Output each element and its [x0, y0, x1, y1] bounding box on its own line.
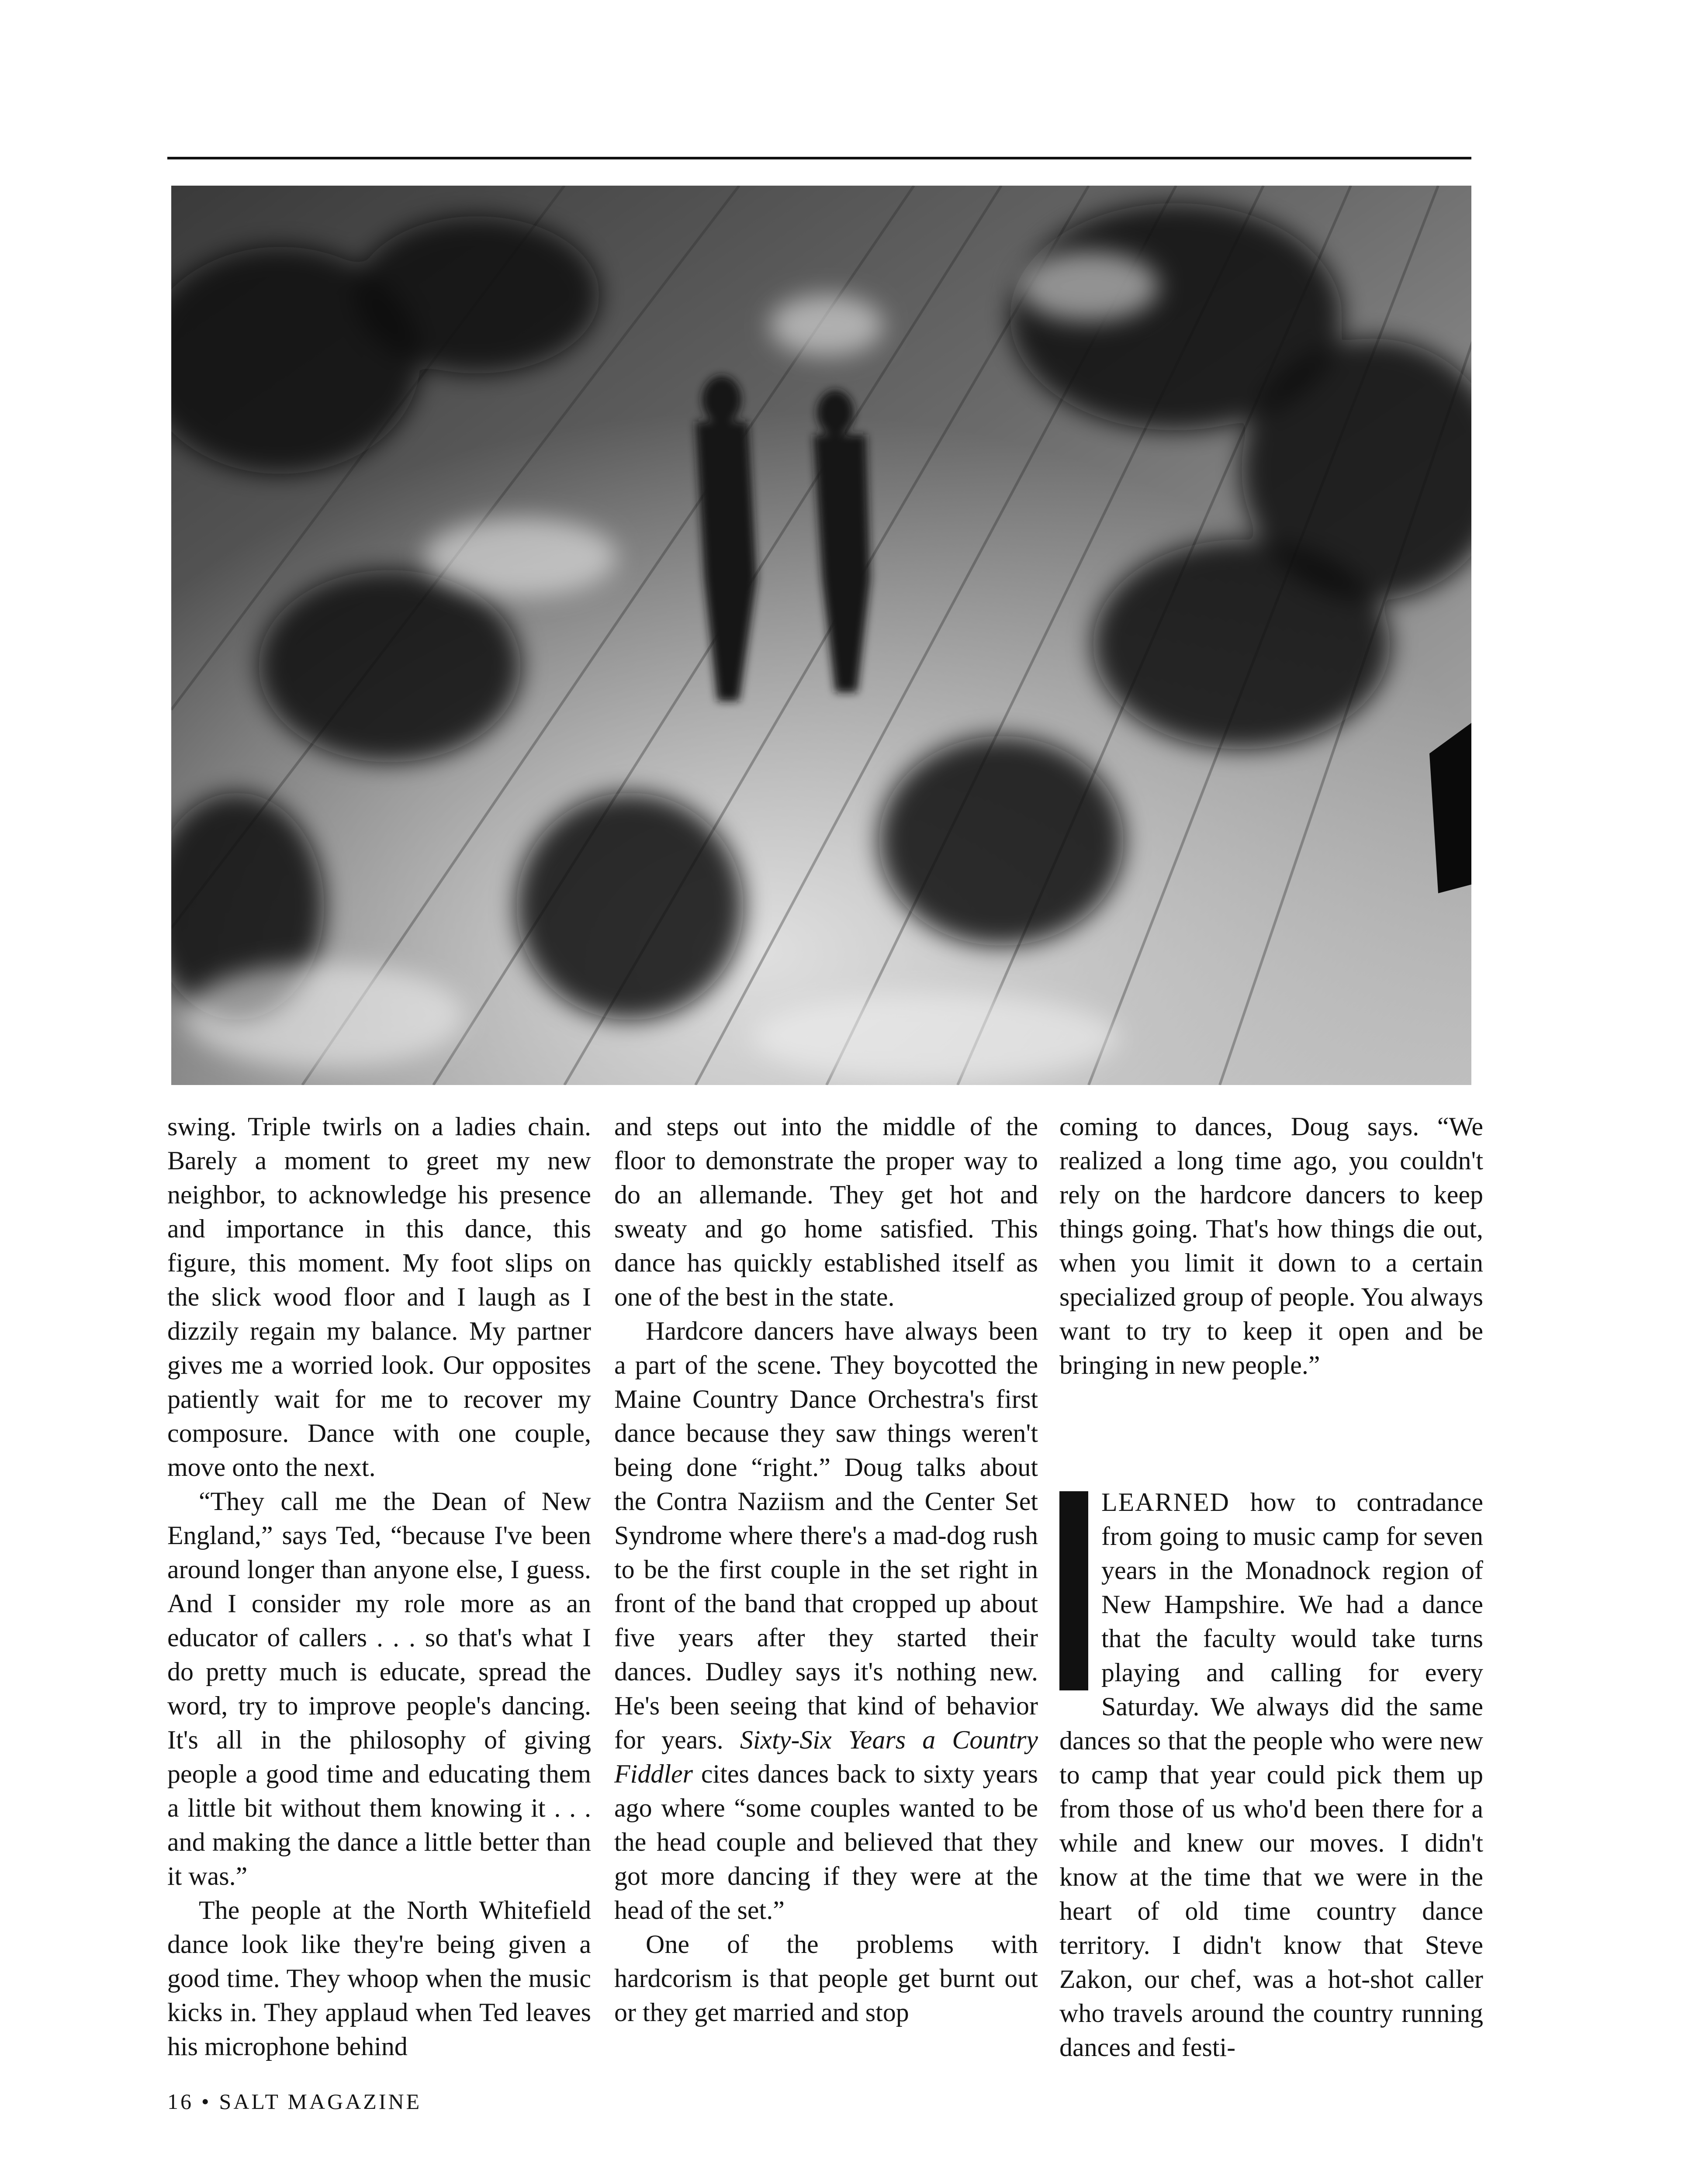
col2-paragraph-2 [614, 1314, 1038, 1927]
col2-paragraph-3: One of the problems with hardcorism is that people get burnt out or they get married and stop [614, 1930, 1038, 2027]
col3-paragraph-1: coming to dances, Doug says. “We realized a long time ago, you couldn't rely on the hardcore dancers to keep things going. That's how things die out, when you limit it down to a certain specialized group of people. You always want to try to keep it open and be bringing in new people.” [1059, 1112, 1483, 1379]
section-opening [1059, 1485, 1483, 2064]
book-title: Sixty-Six Years a Country Fiddler [614, 1725, 1038, 1788]
col1-paragraph-2: “They call me the Dean of New England,” says Ted, “because I've been around longer than anyone else, I guess. And I consider my role more as an educator of callers . . . so that's what I do pretty much is educate, spread the word, try to improve people's dancing. It's all in the philosophy of giving people a good time and educating them a little bit without them knowing it . . . and making the dance a little better than it was.” [167, 1487, 591, 1890]
col2-paragraph-2-after: cites dances back to sixty years ago where “some couples wanted to be the head couple and believed that they got more dancing if they were at the head of the set.” [614, 1759, 1038, 1925]
lead-in-word: LEARNED [1101, 1488, 1230, 1517]
footer-bullet: • [201, 2089, 211, 2114]
dance-photo [171, 186, 1471, 1085]
col3-paragraph-2-text: how to contradance from going to music camp for seven years in the Monadnock region of New Hampshire. We had a dance that the faculty would take turns playing and calling for every Saturday. We always did the same dances so that the people who were new to camp that year could pick them up from those of us who'd been there for a while and knew our moves. I didn't know at the time that we were in the heart of old time country dance territory. I didn't know that Steve Zakon, our chef, was a hot-shot caller who travels around the country running dances and festi- [1059, 1488, 1483, 2062]
publication-name: SALT MAGAZINE [219, 2089, 422, 2114]
column-3 [1059, 1109, 1483, 2064]
col1-paragraph-3: The people at the North Whitefield dance look like they're being given a good time. They whoop when the music kicks in. They applaud when Ted leaves his microphone behind [167, 1896, 591, 2061]
column-1 [167, 1109, 591, 2063]
column-2 [614, 1109, 1038, 2029]
dance-photo-illustration [171, 186, 1471, 1085]
top-rule [167, 157, 1471, 159]
col2-paragraph-2-text: Hardcore dancers have always been a part of the scene. They boycotted the Maine Country Dance Orchestra's first dance because they saw things weren't being done “right.” Doug talks about the Contra Naziism and the Center Set Syndrome where there's a mad-dog rush to be the first couple in the set right in front of the band that cropped up about five years after they started their dances. Dudley says it's nothing new. He's been seeing that kind of behavior for years. [614, 1317, 1038, 1754]
page-footer [167, 2089, 422, 2114]
col3-paragraph-2 [1059, 1485, 1483, 2064]
col1-paragraph-1: swing. Triple twirls on a ladies chain. Barely a moment to greet my new neighbor, to acknowledge his presence and importance in this dance, this figure, this moment. My foot slips on the slick wood floor and I laugh as I dizzily regain my balance. My partner gives me a worried look. Our opposites patiently wait for me to recover my composure. Dance with one couple, move onto the next. [167, 1112, 591, 1482]
page-number: 16 [167, 2089, 194, 2114]
drop-cap [1059, 1491, 1088, 1690]
col2-paragraph-1: and steps out into the middle of the floor to demonstrate the proper way to do an allemande. They get hot and sweaty and go home satisfied. This dance has quickly established itself as one of the best in the state. [614, 1112, 1038, 1311]
